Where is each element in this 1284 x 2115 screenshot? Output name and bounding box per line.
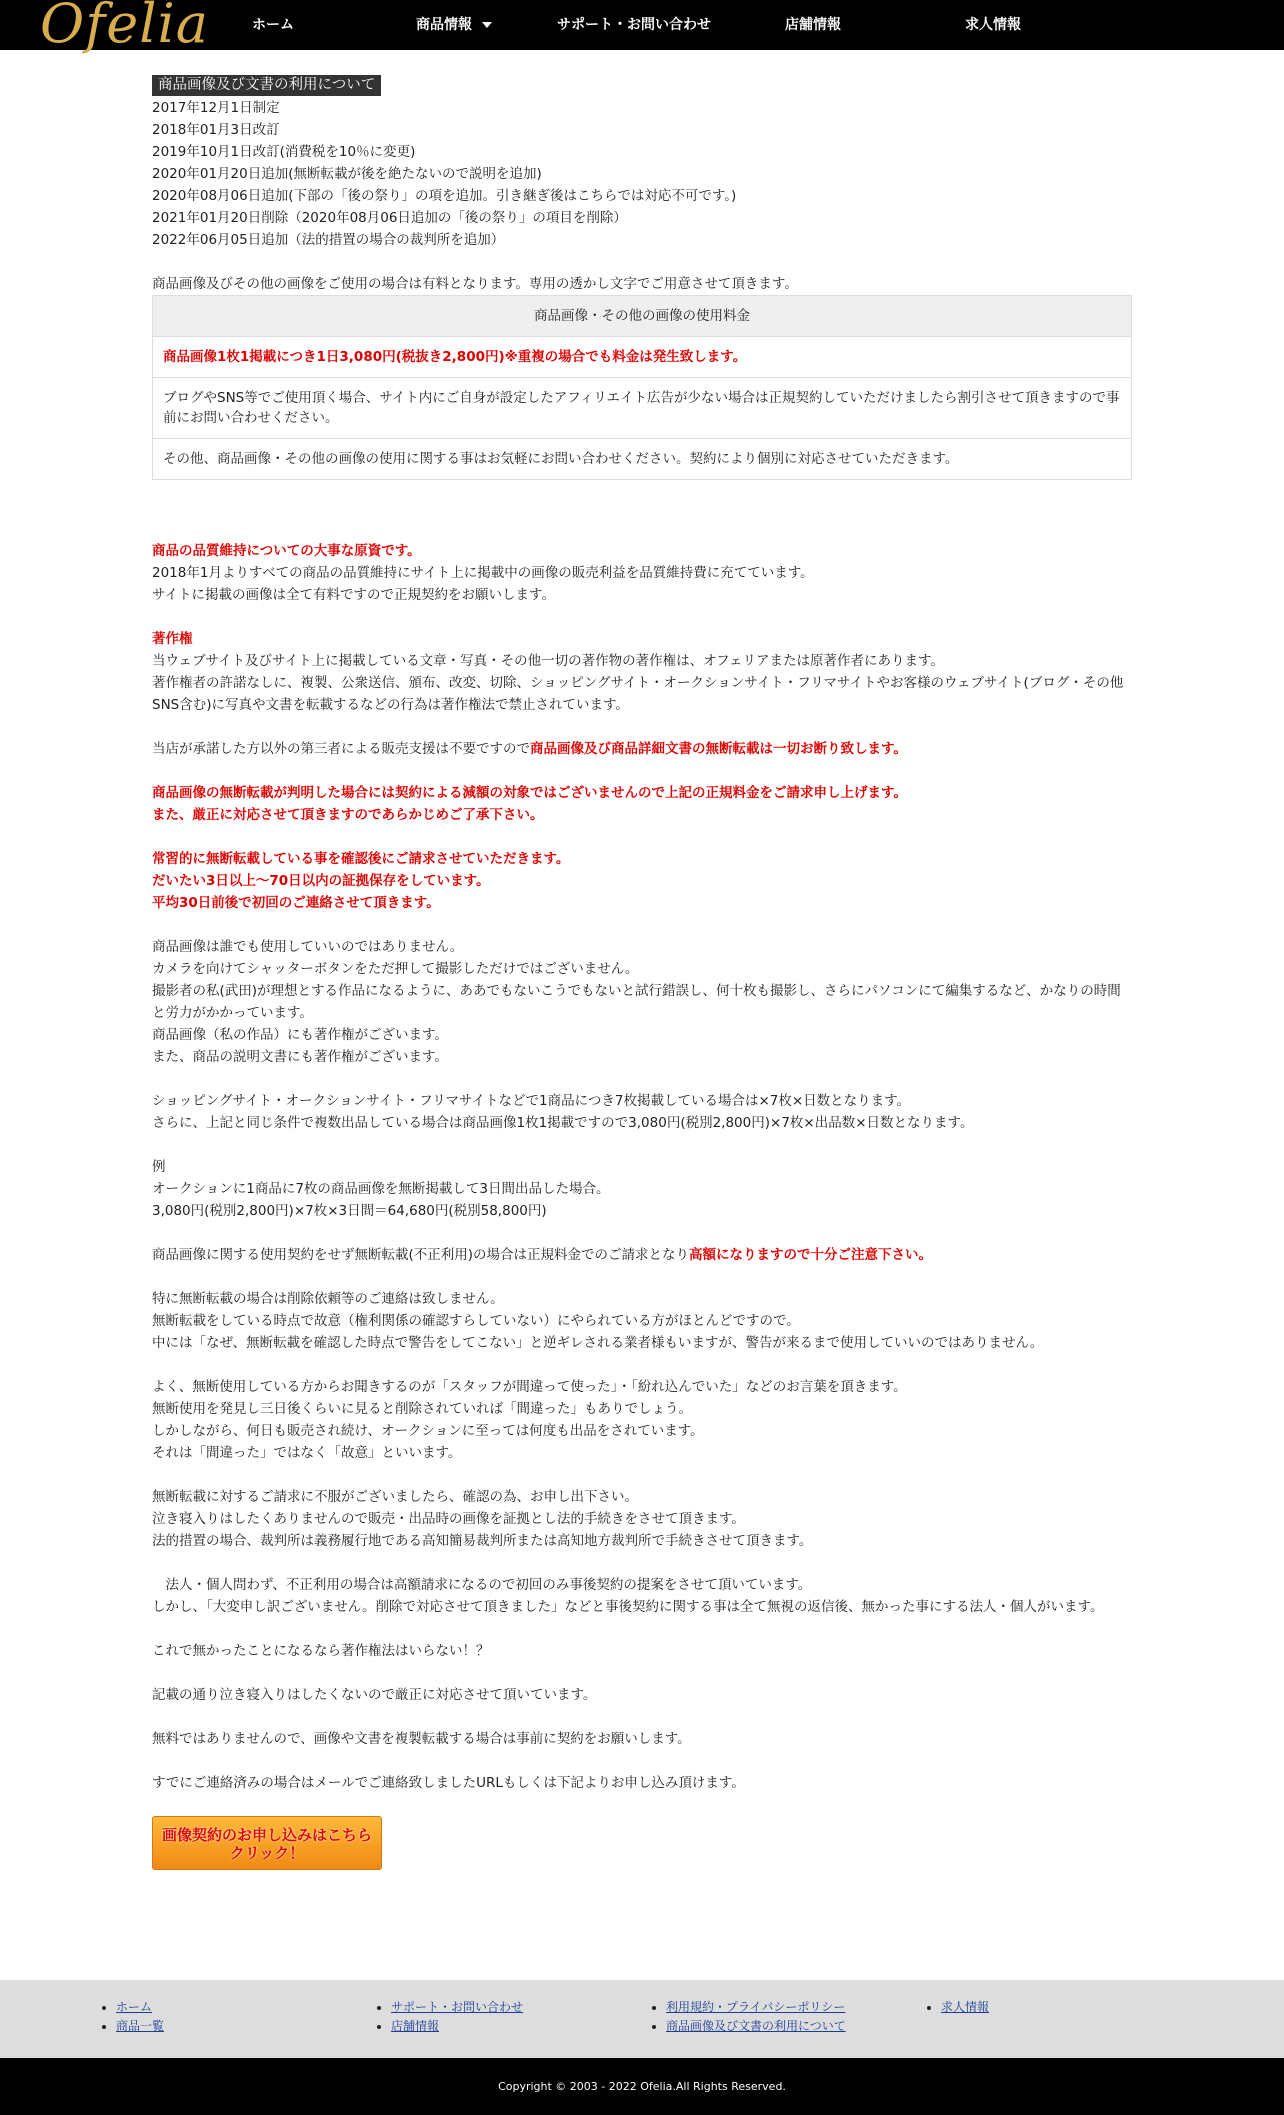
footer-column (373, 1998, 523, 2036)
body-text: また、商品の説明文書にも著作権がございます。 (152, 1049, 448, 1065)
footer-links (0, 1980, 1284, 2058)
resale-plain: 当店が承諾した方以外の第三者による販売支援は不要ですので (152, 741, 530, 757)
footer-column (923, 1998, 989, 2017)
ofelia-logo[interactable]: Ofelia (40, 0, 209, 55)
body-text: さらに、上記と同じ条件で複数出品している場合は商品画像1枚1掲載ですので3,080円(税別2,800円)×7枚×出品数×日数となります。 (152, 1115, 974, 1131)
footer-link-image-usage[interactable]: 商品画像及び文書の利用について (666, 2019, 846, 2033)
example-text: オークションに1商品に7枚の商品画像を無断掲載して3日間出品した場合。 (152, 1181, 610, 1197)
footer-link-home[interactable]: ホーム (116, 2000, 153, 2014)
price-notice-red: 高額になりますので十分ご注意下さい。 (689, 1247, 933, 1263)
warning-text: 常習的に無断転載している事を確認後にご請求させていただきます。 (152, 851, 570, 867)
warning-text: また、厳正に対応させて頂きますのであらかじめご了承下さい。 (152, 807, 544, 823)
body-text: 泣き寝入りはしたくありませんので販売・出品時の画像を証拠とし法的手続きをさせて頂きます。 (152, 1511, 745, 1527)
history-item: 2019年10月1日改訂(消費税を10％に変更) (152, 144, 416, 160)
chevron-down-icon (482, 22, 492, 28)
warning-text: 商品画像の無断転載が判明した場合には契約による減額の対象ではございませんので上記の正規料金をご請求申し上げます。 (152, 785, 907, 801)
history-item: 2022年06月05日追加（法的措置の場合の裁判所を追加） (152, 232, 505, 248)
copyright-text: 著作権者の許諾なしに、複製、公衆送信、頒布、改変、切除、ショッピングサイト・オークションサイト・フリマサイトやお客様のウェブサイト(ブログ・その他SNS含む)に写真や文書を転載するなどの行為は著作権法で禁止されています。 (152, 675, 1124, 713)
price-notice (152, 1244, 1132, 1266)
body-text: 撮影者の私(武田)が理想とする作品になるように、ああでもないこうでもないと試行錯誤し、何十枚も撮影し、さらにパソコンにて編集するなど、かなりの時間と労力がかかっています。 (152, 983, 1121, 1021)
example-text: 例 (152, 1159, 166, 1175)
body-text: 無断転載をしている時点で故意（権利関係の確認すらしていない）にやられている方がほとんどですので。 (152, 1313, 800, 1329)
nav-products[interactable] (416, 0, 492, 50)
body-text: カメラを向けてシャッターボタンをただ押して撮影しただけではございません。 (152, 961, 639, 977)
quality-heading: 商品の品質維持についての大事な原資です。 (152, 543, 421, 559)
fee-table-row: 商品画像1枚1掲載につき1日3,080円(税抜き2,800円)※重複の場合でも料金は発生致します。 (153, 337, 1132, 378)
history-item: 2021年01月20日削除（2020年08月06日追加の「後の祭り」の項目を削除） (152, 210, 627, 226)
history-item: 2018年01月3日改訂 (152, 122, 280, 138)
body-text: 法的措置の場合、裁判所は義務履行地である高知簡易裁判所または高知地方裁判所で手続きさせて頂きます。 (152, 1533, 813, 1549)
page-title: 商品画像及び文書の利用について (152, 75, 381, 96)
body-text: 中には「なぜ、無断転載を確認した時点で警告をしてこない」と逆ギレされる業者様もいますが、警告が来るまで使用していいのではありません。 (152, 1335, 1044, 1351)
copyright-text: 当ウェブサイト及びサイト上に掲載している文章・写真・その他一切の著作物の著作権は、オフェリアまたは原著作者にあります。 (152, 653, 944, 669)
footer-link-support[interactable]: サポート・お問い合わせ (391, 2000, 524, 2014)
history-item: 2020年01月20日追加(無断転載が後を絶たないので説明を追加) (152, 166, 542, 182)
nav-products-label: 商品情報 (416, 17, 472, 33)
fee-table (152, 295, 1132, 480)
copyright-heading: 著作権 (152, 631, 193, 647)
price-notice-plain: 商品画像に関する使用契約をせず無断転載(不正利用)の場合は正規料金でのご請求となり (152, 1247, 690, 1263)
quality-text: サイトに掲載の画像は全て有料ですので正規契約をお願いします。 (152, 587, 555, 603)
footer-link-jobs[interactable]: 求人情報 (941, 2000, 990, 2014)
body-text: しかし、「大変申し訳ございません。削除で対応させて頂きました」などと事後契約に関する事は全て無視の返信後、無かった事にする法人・個人がいます。 (152, 1599, 1104, 1615)
body-text: ショッピングサイト・オークションサイト・フリマサイトなどで1商品につき7枚掲載している場合は×7枚×日数となります。 (152, 1093, 911, 1109)
footer-link-products[interactable]: 商品一覧 (116, 2019, 165, 2033)
intro-text: 商品画像及びその他の画像をご使用の場合は有料となります。専用の透かし文字でご用意させて頂きます。 (152, 276, 798, 292)
fee-table-header: 商品画像・その他の画像の使用料金 (153, 296, 1132, 337)
resale-notice (152, 738, 1132, 760)
body-text: すでにご連絡済みの場合はメールでご連絡致しましたURLもしくは下記よりお申し込み頂けます。 (152, 1775, 745, 1791)
warning-text: 平均30日前後で初回のご連絡させて頂きます。 (152, 895, 440, 911)
body-text: 特に無断転載の場合は削除依頼等のご連絡は致しません。 (152, 1291, 504, 1307)
apply-button-line1: 画像契約のお申し込みはこちら (161, 1826, 372, 1844)
nav-home[interactable]: ホーム (252, 17, 294, 33)
apply-button-line2: クリック！ (229, 1844, 305, 1862)
resale-red: 商品画像及び商品詳細文書の無断転載は一切お断り致します。 (530, 741, 907, 757)
body-text: 商品画像は誰でも使用していいのではありません。 (152, 939, 464, 955)
body-text: 法人・個人問わず、不正利用の場合は高額請求になるので初回のみ事後契約の提案をさせて頂いています。 (152, 1577, 812, 1593)
body-text: しかしながら、何日も販売され続け、オークションに至っては何度も出品をされています。 (152, 1423, 704, 1439)
body-text: よく、無断使用している方からお聞きするのが「スタッフが間違って使った」・「紛れ込んでいた」などのお言葉を頂きます。 (152, 1379, 907, 1395)
warning-text: だいたい3日以上～70日以内の証拠保存をしています。 (152, 873, 490, 889)
history-item: 2020年08月06日追加(下部の「後の祭り」の項を追加。引き継ぎ後はこちらでは対応不可です。) (152, 188, 737, 204)
footer-column (98, 1998, 164, 2036)
body-text: これで無かったことになるなら著作権法はいらない！？ (152, 1643, 490, 1659)
footer-link-stores[interactable]: 店舗情報 (391, 2019, 440, 2033)
history-item: 2017年12月1日制定 (152, 100, 280, 116)
footer-column (648, 1998, 846, 2036)
fee-table-row: その他、商品画像・その他の画像の使用に関する事はお気軽にお問い合わせください。契約により個別に対応させていただきます。 (153, 439, 1132, 480)
nav-support[interactable]: サポート・お問い合わせ (557, 17, 711, 33)
copyright-bar: Copyright © 2003 - 2022 Ofelia.All Rights Reserved. (0, 2058, 1284, 2115)
nav-jobs[interactable]: 求人情報 (965, 17, 1021, 33)
nav-stores[interactable]: 店舗情報 (785, 17, 841, 33)
fee-table-row: ブログやSNS等でご使用頂く場合、サイト内にご自身が設定したアフィリエイト広告が少ない場合は正規契約していただけましたら割引させて頂きますので事前にお問い合わせください。 (153, 378, 1132, 439)
body-text: 記載の通り泣き寝入りはしたくないので厳正に対応させて頂いています。 (152, 1687, 597, 1703)
example-text: 3,080円(税別2,800円)×7枚×3日間＝64,680円(税別58,800円) (152, 1203, 547, 1219)
main-content (152, 74, 1132, 1870)
body-text: 無料ではありませんので、画像や文書を複製転載する場合は事前に契約をお願いします。 (152, 1731, 691, 1747)
quality-text: 2018年1月よりすべての商品の品質維持にサイト上に掲載中の画像の販売利益を品質維持費に充てています。 (152, 565, 814, 581)
body-text: 無断転載に対するご請求に不服がございましたら、確認の為、お申し出下さい。 (152, 1489, 638, 1505)
top-nav-bar (0, 0, 1284, 55)
body-text: それは「間違った」ではなく「故意」といいます。 (152, 1445, 462, 1461)
body-text: 無断使用を発見し三日後くらいに見ると削除されていれば「間違った」もありでしょう。 (152, 1401, 692, 1417)
footer-link-terms[interactable]: 利用規約・プライバシーポリシー (666, 2000, 846, 2014)
apply-contract-button[interactable] (152, 1816, 382, 1870)
body-text: 商品画像（私の作品）にも著作権がございます。 (152, 1027, 448, 1043)
